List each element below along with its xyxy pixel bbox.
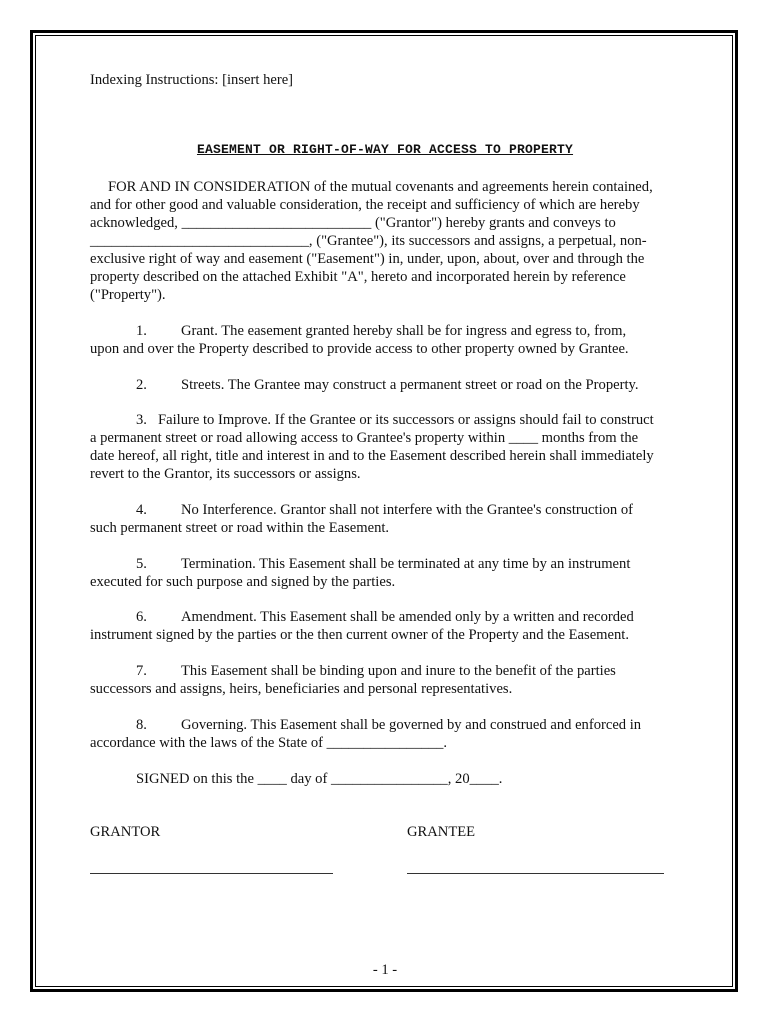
section-text: executed for such purpose and signed by the parties.	[90, 574, 396, 590]
document-title	[90, 142, 680, 157]
section-text: instrument signed by the parties or the then current owner of the Property and the Easement.	[90, 627, 629, 643]
signed-line: SIGNED on this the ____ day of ________________, 20____.	[136, 771, 503, 787]
section-1	[90, 322, 690, 358]
section-5	[90, 555, 690, 591]
section-text: date hereof, all right, title and interest in and to the Easement described herein shall immediately	[90, 448, 654, 464]
section-7	[90, 662, 690, 698]
indexing-instructions: Indexing Instructions: [insert here]	[90, 72, 294, 88]
section-6	[90, 608, 690, 644]
section-3	[90, 411, 690, 483]
intro-line: ______________________________, ("Grantee"), its successors and assigns, a perpetual, non-	[90, 233, 647, 249]
section-number: 1.	[136, 323, 147, 339]
intro-line: FOR AND IN CONSIDERATION of the mutual covenants and agreements herein contained,	[108, 179, 653, 195]
section-number: 5.	[136, 556, 147, 572]
section-number: 8.	[136, 717, 147, 733]
section-text: Amendment. This Easement shall be amended only by a written and recorded	[181, 609, 634, 625]
section-text: accordance with the laws of the State of ________________.	[90, 735, 448, 751]
section-8	[90, 716, 690, 752]
section-2	[90, 376, 690, 394]
section-number: 3.	[136, 412, 147, 428]
grantor-label: GRANTOR	[90, 824, 161, 840]
section-number: 2.	[136, 377, 147, 393]
intro-paragraph	[90, 178, 690, 304]
section-text: successors and assigns, heirs, beneficiaries and personal representatives.	[90, 681, 513, 697]
section-text: Grant. The easement granted hereby shall be for ingress and egress to, from,	[181, 323, 627, 339]
section-text: This Easement shall be binding upon and inure to the benefit of the parties	[181, 663, 616, 679]
intro-line: exclusive right of way and easement ("Easement") in, under, upon, about, over and through the	[90, 251, 645, 267]
section-text: Failure to Improve. If the Grantee or its successors or assigns should fail to construct	[158, 412, 654, 428]
grantee-label: GRANTEE	[407, 824, 476, 840]
intro-line: and for other good and valuable consideration, the receipt and sufficiency of which are hereby	[90, 197, 640, 213]
section-4	[90, 501, 690, 537]
grantee-signature-line[interactable]	[407, 873, 664, 874]
section-number: 6.	[136, 609, 147, 625]
section-text: upon and over the Property described to provide access to other property owned by Grantee.	[90, 341, 629, 357]
intro-line: ("Property").	[90, 287, 166, 303]
section-text: revert to the Grantor, its successors or assigns.	[90, 466, 361, 482]
grantor-signature-line[interactable]	[90, 873, 333, 874]
intro-line: acknowledged, __________________________ ("Grantor") hereby grants and conveys to	[90, 215, 616, 231]
section-text: Streets. The Grantee may construct a permanent street or road on the Property.	[181, 377, 639, 393]
section-number: 7.	[136, 663, 147, 679]
document-title-text: EASEMENT OR RIGHT-OF-WAY FOR ACCESS TO PROPERTY	[196, 142, 574, 157]
section-text: such permanent street or road within the Easement.	[90, 520, 390, 536]
section-text: No Interference. Grantor shall not interfere with the Grantee's construction of	[181, 502, 634, 518]
section-text: a permanent street or road allowing access to Grantee's property within ____ months from the	[90, 430, 639, 446]
page-number: - 1 -	[372, 962, 398, 978]
section-text: Governing. This Easement shall be governed by and construed and enforced in	[181, 717, 642, 733]
intro-line: property described on the attached Exhibit "A", hereto and incorporated herein by reference	[90, 269, 626, 285]
section-number: 4.	[136, 502, 147, 518]
section-text: Termination. This Easement shall be terminated at any time by an instrument	[181, 556, 631, 572]
